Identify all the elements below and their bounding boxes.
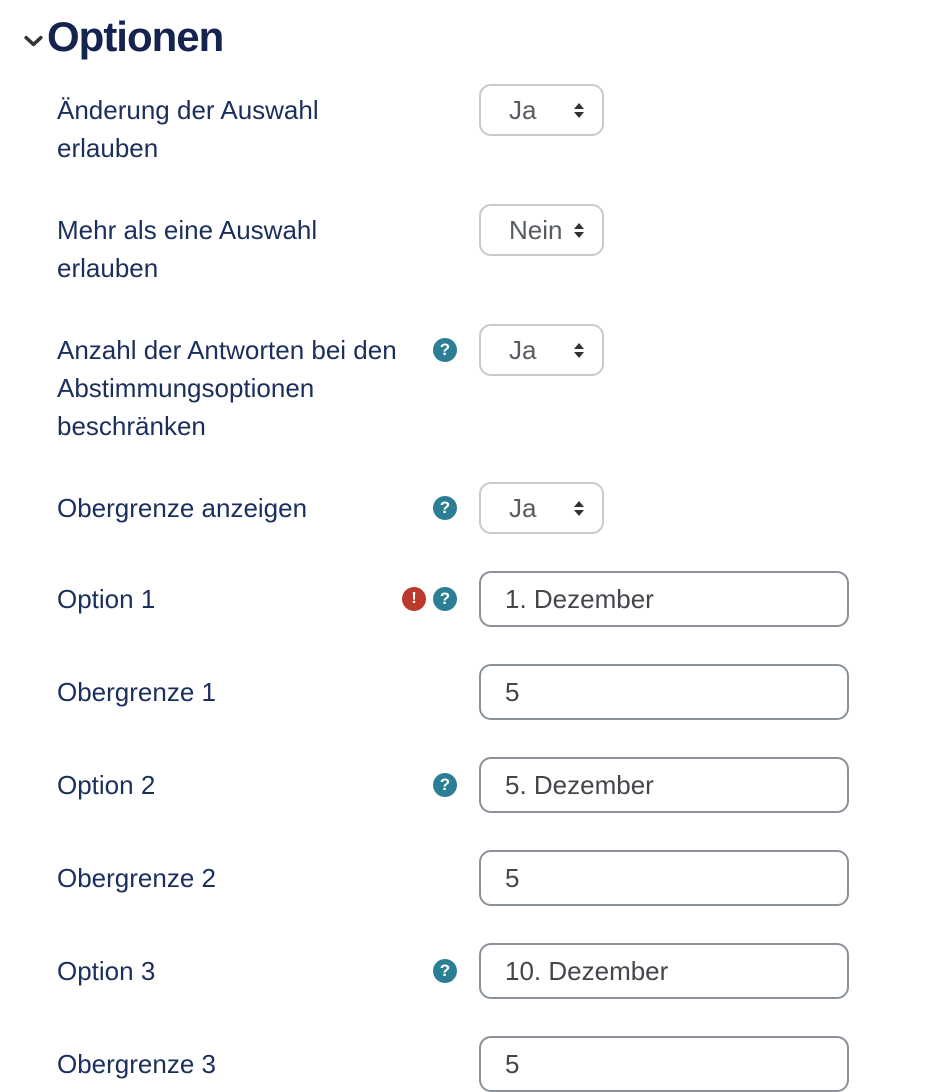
limit-2-input[interactable] (479, 850, 849, 906)
select-value: Ja (509, 94, 537, 125)
form-row-option-1 (57, 571, 940, 627)
select-arrows-icon (574, 223, 584, 238)
form-row-option-3 (57, 943, 940, 999)
help-icon[interactable]: ? (433, 587, 457, 611)
label-col (57, 84, 457, 167)
field-label: Obergrenze 3 (57, 1049, 216, 1080)
label-icons (433, 766, 457, 797)
select-arrows-icon (574, 501, 584, 516)
label-icons (433, 489, 457, 520)
help-icon[interactable]: ? (433, 959, 457, 983)
help-icon[interactable]: ? (433, 338, 457, 362)
field-label: Obergrenze 2 (57, 863, 216, 894)
form-row-limit-3 (57, 1036, 940, 1092)
label-col (57, 757, 457, 804)
select-arrows-icon (574, 103, 584, 118)
section-title: Optionen (47, 13, 224, 60)
field-label: Option 1 (57, 584, 156, 615)
field-label: Obergrenze 1 (57, 677, 216, 708)
label-col (57, 324, 457, 445)
form-row-option-2 (57, 757, 940, 813)
label-col (57, 943, 457, 990)
label-col (57, 664, 457, 711)
limit-1-input[interactable] (479, 664, 849, 720)
field-label: Option 2 (57, 770, 156, 801)
limit-3-input[interactable] (479, 1036, 849, 1092)
options-form (0, 84, 940, 1092)
field-label: Mehr als eine Auswahl erlauben (57, 215, 318, 284)
field-label: Option 3 (57, 956, 156, 987)
select-arrows-icon (574, 343, 584, 358)
label-col (57, 571, 457, 618)
label-icons (402, 580, 457, 611)
form-row-limit-answers (57, 324, 940, 445)
show-limit-select[interactable] (479, 482, 604, 534)
label-col (57, 482, 457, 527)
field-label: Änderung der Auswahl erlauben (57, 95, 319, 164)
field-label: Anzahl der Antworten bei den Abstimmungsoptionen beschränken (57, 335, 397, 442)
form-row-allow-update (57, 84, 940, 167)
form-row-allow-multiple (57, 204, 940, 287)
limit-answers-select[interactable] (479, 324, 604, 376)
form-row-limit-1 (57, 664, 940, 720)
select-value: Nein (509, 214, 563, 245)
help-icon[interactable]: ? (433, 496, 457, 520)
label-icons (433, 952, 457, 983)
allow-multiple-select[interactable] (479, 204, 604, 256)
field-label: Obergrenze anzeigen (57, 493, 308, 524)
help-icon[interactable]: ? (433, 773, 457, 797)
allow-update-select[interactable] (479, 84, 604, 136)
label-col (57, 850, 457, 897)
label-icons (433, 331, 457, 362)
label-col (57, 1036, 457, 1083)
option-1-input[interactable] (479, 571, 849, 627)
label-col (57, 204, 457, 287)
chevron-down-icon (20, 27, 47, 54)
option-3-input[interactable] (479, 943, 849, 999)
option-2-input[interactable] (479, 757, 849, 813)
select-value: Ja (509, 492, 537, 523)
select-value: Ja (509, 334, 537, 365)
required-icon: ! (402, 587, 426, 611)
form-row-show-limit (57, 482, 940, 534)
form-row-limit-2 (57, 850, 940, 906)
section-toggle-optionen[interactable] (0, 0, 940, 60)
